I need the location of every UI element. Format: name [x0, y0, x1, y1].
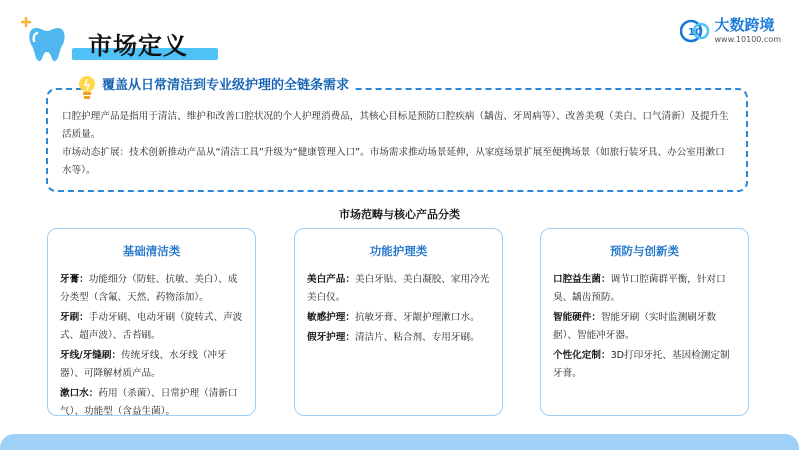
list-item — [60, 385, 243, 421]
list-item — [553, 347, 736, 383]
bottom-decor-bar — [0, 434, 799, 450]
list-item — [307, 329, 490, 347]
tooth-icon — [20, 14, 72, 66]
item-text: 功能细分（防蛀、抗敏、美白）、成分类型（含氟、天然、药物添加）。 — [60, 274, 238, 303]
list-item — [553, 271, 736, 307]
item-text: 药用（杀菌）、日常护理（清新口气）、功能型（含益生菌）。 — [60, 388, 238, 417]
item-key: 牙刷： — [60, 312, 89, 323]
card-title: 基础清洁类 — [122, 244, 181, 258]
item-key: 漱口水： — [60, 388, 99, 399]
card-title: 功能护理类 — [369, 244, 428, 258]
item-text: 3D打印牙托、基因检测定制牙膏。 — [553, 350, 730, 379]
page-title: 市场定义 — [88, 32, 188, 60]
item-text: 美白牙贴、美白凝胶、家用冷光美白仪。 — [307, 274, 490, 303]
item-key: 口腔益生菌： — [553, 274, 611, 285]
item-key: 智能硬件： — [553, 312, 601, 323]
page-title-block — [72, 26, 222, 64]
item-text: 清洁片、粘合剂、专用牙刷。 — [354, 332, 480, 343]
section-title: 市场范畴与核心产品分类 — [339, 208, 460, 221]
brand-logo[interactable] — [680, 14, 781, 48]
card-basic-cleaning — [47, 228, 256, 416]
list-item — [553, 309, 736, 345]
lightbulb-icon — [76, 74, 98, 104]
list-item — [307, 271, 490, 307]
item-text: 智能牙刷（实时监测刷牙数据）、智能冲牙器。 — [553, 312, 717, 341]
item-text: 传统牙线、水牙线（冲牙器）、可降解材质产品。 — [60, 350, 227, 379]
item-key: 假牙护理： — [307, 332, 355, 343]
card-prevention-innovation — [540, 228, 749, 416]
logo-mark-text: 10 — [688, 27, 703, 38]
definition-box — [46, 88, 748, 192]
card-title: 预防与创新类 — [610, 244, 679, 258]
item-text: 抗敏牙膏、牙龈护理漱口水。 — [354, 312, 480, 323]
item-text: 调节口腔菌群平衡，针对口臭、龋齿预防。 — [553, 274, 726, 303]
definition-paragraph-2: 市场动态扩展：技术创新推动产品从“清洁工具”升级为“健康管理入口”。市场需求推动场景延伸，从家庭场景扩展至便携场景（如旅行装牙具、办公室用漱口水等）。 — [62, 147, 725, 176]
list-item — [60, 271, 243, 307]
item-key: 敏感护理： — [307, 312, 355, 323]
list-item — [60, 309, 243, 345]
item-key: 个性化定制： — [553, 350, 611, 361]
item-key: 牙线/牙缝刷： — [60, 350, 122, 361]
definition-heading: 覆盖从日常清洁到专业级护理的全链条需求 — [96, 74, 355, 93]
item-key: 美白产品： — [307, 274, 355, 285]
logo-mark-icon — [680, 17, 710, 45]
item-key: 牙膏： — [60, 274, 89, 285]
item-text: 手动牙刷、电动牙刷（旋转式、声波式、超声波）、舌苔刷。 — [60, 312, 243, 341]
list-item — [60, 347, 243, 383]
logo-url: www.10100.com — [714, 35, 781, 44]
list-item — [307, 309, 490, 327]
logo-name: 大数跨境 — [714, 16, 775, 34]
card-functional-care — [294, 228, 503, 416]
definition-paragraph-1: 口腔护理产品是指用于清洁、维护和改善口腔状况的个人护理消费品，其核心目标是预防口腔疾病（龋齿、牙周病等）、改善美观（美白、口气清新）及提升生活质量。 — [62, 111, 729, 140]
